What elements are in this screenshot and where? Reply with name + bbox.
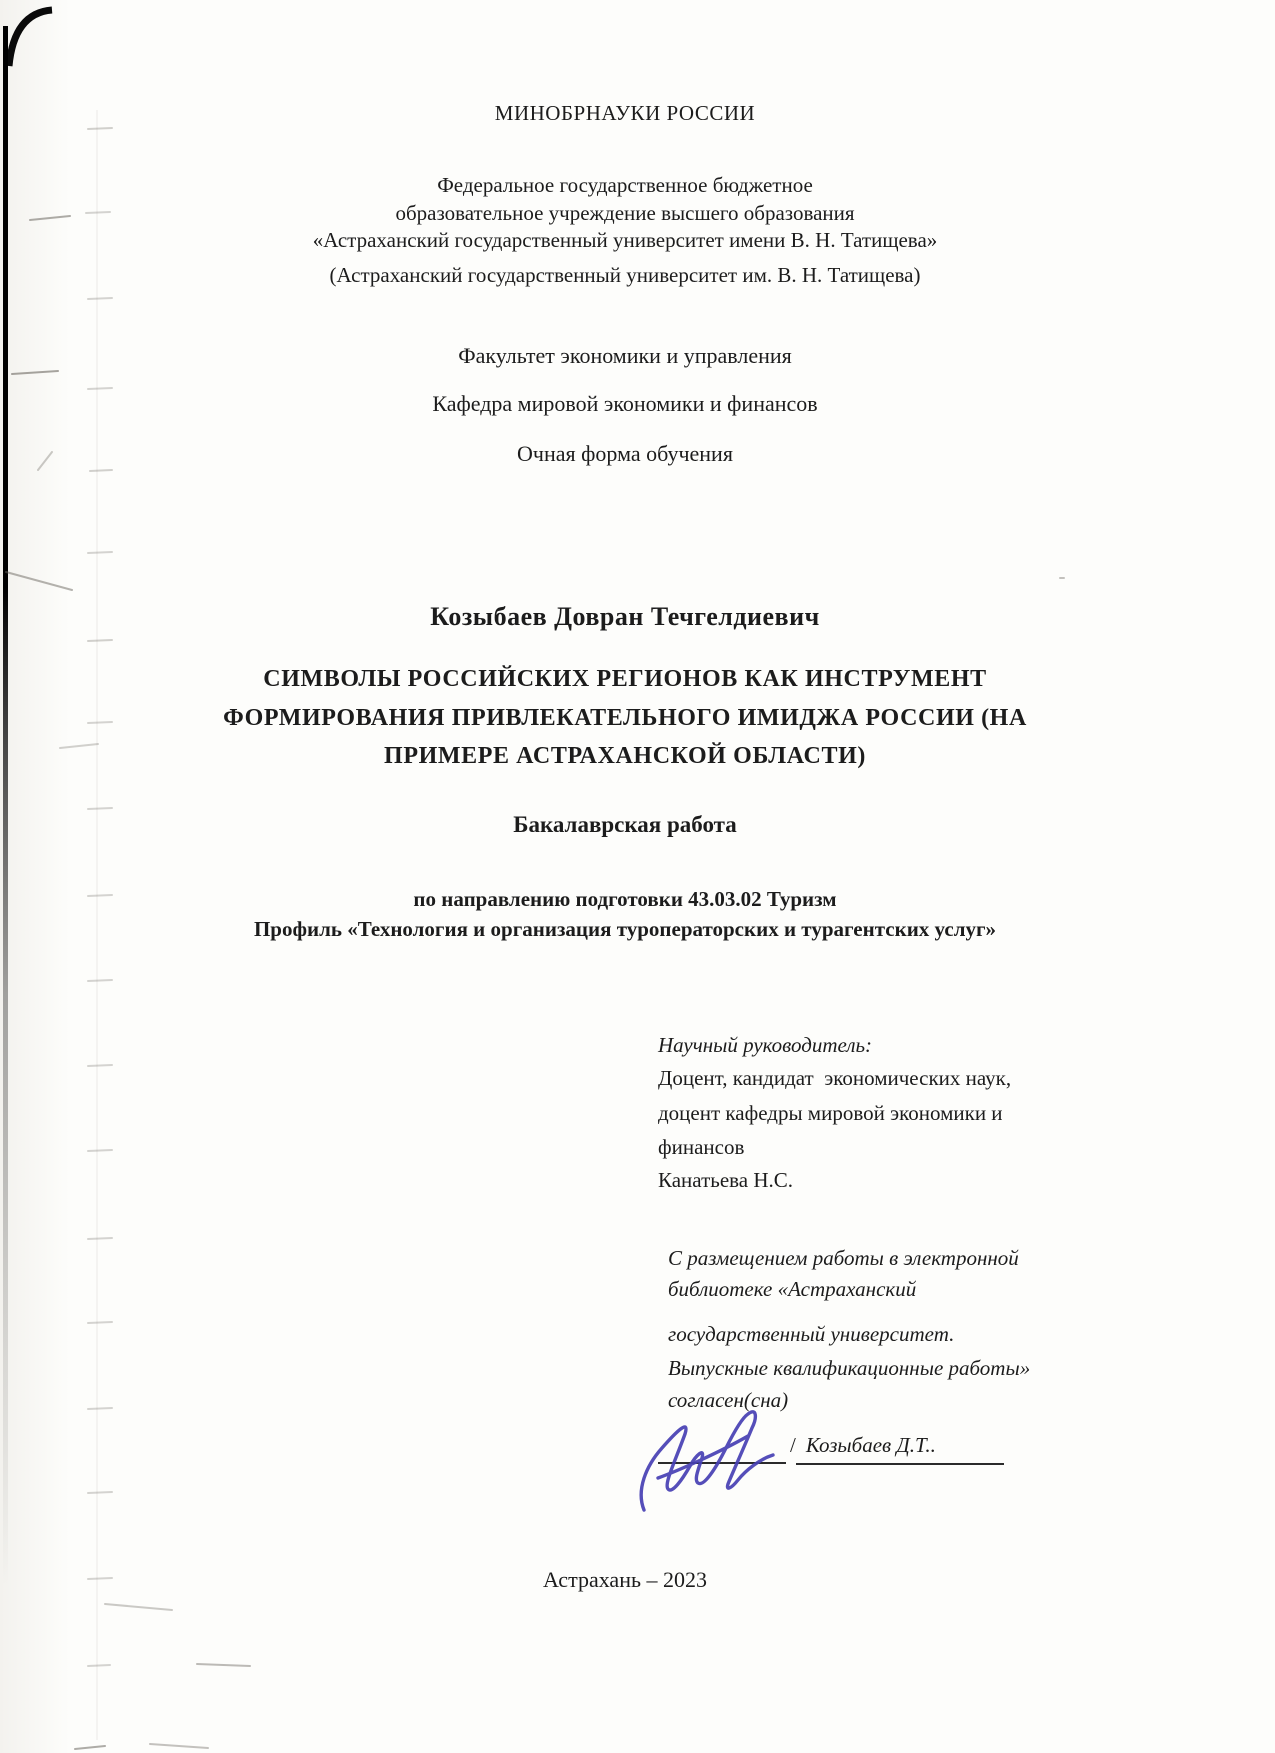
institution-line-2: образовательное учреждение высшего образования bbox=[395, 201, 855, 225]
signature-row bbox=[790, 1432, 1004, 1465]
department-name: Кафедра мировой экономики и финансов bbox=[432, 391, 818, 416]
supervisor-line-2: доцент кафедры мировой экономики и bbox=[658, 1101, 1003, 1125]
institution-line-1: Федеральное государственное бюджетное bbox=[437, 173, 813, 197]
thesis-title-line-2: ФОРМИРОВАНИЯ ПРИВЛЕКАТЕЛЬНОГО ИМИДЖА РОССИИ (НА bbox=[223, 705, 1027, 731]
consent-line-3: государственный университет. bbox=[668, 1322, 955, 1346]
signature-ink bbox=[628, 1392, 803, 1514]
institution-short-name: (Астраханский государственный университет им. В. Н. Татищева) bbox=[329, 263, 921, 287]
supervisor-name: Канатьева Н.С. bbox=[658, 1168, 794, 1192]
author-name: Козыбаев Довран Течгелдиевич bbox=[430, 602, 820, 631]
thesis-title-line-1: СИМВОЛЫ РОССИЙСКИХ РЕГИОНОВ КАК ИНСТРУМЕНТ bbox=[263, 666, 987, 692]
supervisor-label: Научный руководитель: bbox=[658, 1033, 873, 1057]
profile-line: Профиль «Технология и организация туроператорских и турагентских услуг» bbox=[253, 917, 997, 941]
signature-name: Козыбаев Д.Т.. bbox=[796, 1432, 1004, 1465]
consent-line-5: согласен(сна) bbox=[668, 1388, 789, 1412]
faculty-name: Факультет экономики и управления bbox=[458, 343, 792, 368]
consent-line-2: библиотеке «Астраханский bbox=[668, 1277, 917, 1301]
consent-line-1: С размещением работы в электронной bbox=[668, 1246, 1019, 1270]
work-type: Бакалаврская работа bbox=[513, 812, 737, 837]
institution-line-3: «Астраханский государственный университет имени В. Н. Татищева» bbox=[312, 228, 938, 252]
thesis-title-line-3: ПРИМЕРЕ АСТРАХАНСКОЙ ОБЛАСТИ) bbox=[384, 743, 866, 769]
ministry-name: МИНОБРНАУКИ РОССИИ bbox=[494, 101, 756, 125]
page-corner-curl bbox=[9, 10, 52, 66]
study-form: Очная форма обучения bbox=[517, 441, 733, 466]
supervisor-line-3: финансов bbox=[658, 1135, 745, 1159]
consent-line-4: Выпускные квалификационные работы» bbox=[668, 1356, 1031, 1380]
city-year: Астрахань – 2023 bbox=[542, 1567, 708, 1592]
program-line: по направлению подготовки 43.03.02 Туризм bbox=[413, 887, 837, 911]
supervisor-line-1: Доцент, кандидат экономических наук, bbox=[658, 1066, 1012, 1090]
signature-separator: / bbox=[790, 1433, 796, 1457]
